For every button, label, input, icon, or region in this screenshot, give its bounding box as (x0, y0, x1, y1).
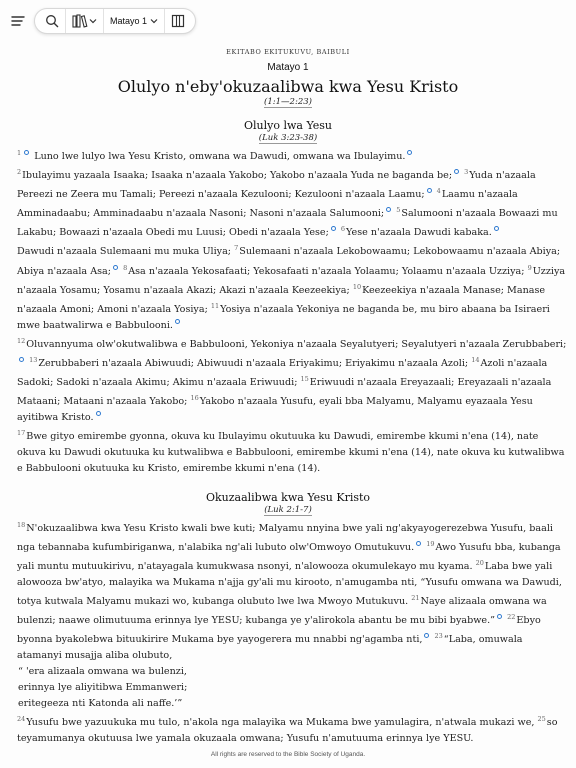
menu-icon (11, 14, 25, 28)
parallel-view-button[interactable] (165, 9, 191, 33)
verse-paragraph (8, 241, 568, 333)
section-reference-link[interactable]: (Luk 2:1-7) (264, 504, 312, 515)
verse-text[interactable]: “Laba, omuwala atamanyi musajja aliba olubuto, (17, 634, 523, 662)
verse-text[interactable]: Keezeekiya n'azaala Manase; Manase n'azaala Amoni; Amoni n'azaala Yosiya; (17, 284, 546, 315)
top-toolbar (8, 8, 196, 34)
poetry-line[interactable]: eritegeeza nti Katonda ali naffe.’” (18, 698, 183, 710)
verse-number: 3 (464, 168, 469, 177)
main-reference[interactable] (8, 97, 568, 107)
verse-number: 21 (411, 594, 420, 603)
verse-paragraph (8, 712, 568, 747)
verse-paragraph (8, 146, 568, 241)
verse-text[interactable]: Eriwuudi n'azaala Ereyazaali; Ereyazaali n'azaala Mataani; Mataani n'azaala Yakobo; (17, 377, 552, 408)
verse-text[interactable]: N'okuzaalibwa kwa Yesu Kristo kwali bwe kuti; Malyamu nnyina bwe yali ng'akyayogerezebwa Yusufu, baali nga tebannaba kufumbiriganwa, n'alabika ng'ali lubuto olw'Omwoyo Omutukuvu. (17, 523, 553, 554)
verse-number: 4 (436, 187, 441, 196)
verse-text[interactable]: Awo Yusufu bba, kubanga yali muntu mutuukirivu, n'atayagala kumukwasa nsonyi, n'alowooza okumulekayo mu kyama. (17, 542, 561, 573)
verse-number: 15 (300, 374, 309, 383)
note-marker-icon[interactable] (386, 207, 391, 212)
verse-text[interactable]: Luno lwe lulyo lwa Yesu Kristo, omwana wa Dawudi, omwana wa Ibulayimu. (34, 151, 406, 163)
note-marker-icon[interactable] (497, 614, 502, 619)
verse-number: 6 (340, 225, 346, 234)
library-icon (72, 14, 88, 28)
verse-number: 24 (17, 715, 26, 724)
chevron-down-icon (89, 17, 97, 25)
verse-text[interactable]: Zerubbaberi n'azaala Abiwuudi; Abiwuudi n'azaala Eriyakimu; Eriyakimu n'azaala Azoli; (38, 358, 469, 370)
menu-button[interactable] (8, 11, 28, 31)
verse-text[interactable]: Laba bwe yali alowooza bw'atyo, malayika wa Mukama n'ajja gy'ali mu kirooto, n'amugamba nti, “Yusufu omwana wa Dawudi, totya kutwala Malyamu mukazi wo, kubanga olubuto lwe lwa Mwoyo Mutukuvu. (17, 561, 562, 608)
verse-number: 23 (434, 632, 443, 641)
library-button[interactable] (66, 9, 104, 33)
section-heading: Okuzaalibwa kwa Yesu Kristo (205, 490, 371, 504)
verse-number: 10 (352, 282, 362, 291)
verse-number: 19 (426, 540, 435, 549)
verse-text[interactable]: Sulemaani n'azaala Lekobowaamu; Lekobowaamu n'azaala Abiya; Abiya n'azaala Asa; (17, 246, 561, 277)
verse-paragraph (8, 334, 568, 426)
verse-number: 13 (29, 355, 38, 364)
verse-number: 20 (475, 559, 484, 568)
verse-text[interactable]: Asa n'azaala Yekosafaati; Yekosafaati n'azaala Yolaamu; Yolaamu n'azaala Uzziya; (128, 265, 525, 277)
verse-text[interactable]: Salumooni n'azaala Bowaazi mu Lakabu; Bowaazi n'azaala Obedi mu Luusi; Obedi n'azaala Yese; (17, 208, 558, 239)
verse-number: 1 (17, 149, 22, 157)
verse-number: 9 (527, 263, 532, 272)
verse-number: 22 (507, 613, 516, 622)
verse-paragraph (8, 518, 568, 664)
note-marker-icon[interactable] (19, 357, 24, 362)
verse-number: 25 (537, 715, 546, 724)
verse-text[interactable]: Dawudi n'azaala Sulemaani mu muka Uliya; (17, 246, 232, 258)
reader-content (8, 48, 568, 758)
verse-text[interactable]: Laamu n'azaala Amminadaabu; Amminadaabu n'azaala Nasoni; Nasoni n'azaala Salumooni; (17, 189, 518, 220)
verse-number: 16 (190, 394, 199, 403)
verse-number: 14 (471, 355, 480, 364)
section-reference[interactable] (8, 505, 568, 515)
verse-text[interactable]: so teyamumanya okutuusa lwe yamala okuzaala omwana; Yusufu n'amutuuma erinnya lye YESU. (17, 717, 558, 745)
book-header: EKITABO EKITUKUVU, BAIBULI (226, 48, 350, 56)
verse-number: 17 (17, 429, 26, 438)
main-title: Olulyo n'eby'okuzaalibwa kwa Yesu Kristo (117, 77, 459, 96)
verse-text[interactable]: Yusufu bwe yazuukuka mu tulo, n'akola nga malayika wa Mukama bwe yamulagira, n'atwala mukazi we, (26, 717, 535, 729)
verse-text[interactable]: Naye alizaala omwana wa bulenzi; naawe olimutuuma erinnya lye YESU; kubanga ye y'alirokola abantu be mu bibi byabwe.” (17, 596, 547, 627)
poetry-line[interactable]: “ 'era alizaala omwana wa bulenzi, (18, 666, 187, 678)
verse-number: 8 (123, 263, 128, 272)
section-heading: Olulyo lwa Yesu (243, 119, 332, 132)
note-marker-icon[interactable] (427, 188, 432, 193)
search-icon (45, 14, 59, 28)
verse-text[interactable]: Yakobo n'azaala Yusufu, eyali bba Malyamu, Malyamu eyazaala Yesu ayitibwa Kristo. (17, 396, 533, 424)
verse-text[interactable]: Yosiya n'azaala Yekoniya ne baganda be, mu biro abaana ba Isiraeri mwe baatwalirwa e Babbulooni. (17, 303, 550, 331)
section-reference[interactable] (8, 133, 568, 143)
chapter-label: Matayo 1 (267, 62, 309, 73)
note-marker-icon[interactable] (331, 226, 336, 231)
verse-text[interactable]: Uzziya n'azaala Yosamu; Yosamu n'azaala Akazi; Akazi n'azaala Keezeekiya; (17, 265, 566, 296)
chapter-selector-label: Matayo 1 (110, 16, 148, 26)
verse-number: 12 (17, 336, 26, 345)
parallel-view-icon (171, 14, 185, 28)
verse-text[interactable]: Yuda n'azaala Pereezi ne Zeera mu Tamali; Pereezi n'azaala Kezulooni; Kezulooni n'azaala Laamu; (17, 170, 536, 201)
verse-number: 11 (210, 301, 220, 310)
note-marker-icon[interactable] (454, 169, 459, 174)
verse-number: 7 (234, 244, 239, 253)
verse-text[interactable]: Yese n'azaala Dawudi kabaka. (346, 227, 492, 239)
section-reference-link[interactable]: (Luk 3:23-38) (258, 133, 318, 143)
note-marker-icon[interactable] (175, 319, 180, 324)
note-marker-icon[interactable] (24, 150, 29, 155)
verse-text[interactable]: Ibulayimu yazaala Isaaka; Isaaka n'azaala Yakobo; Yakobo n'azaala Yuda ne baganda be; (22, 170, 453, 182)
verse-text[interactable]: Ebyo byonna byakolebwa bituukirire Mukama bye yayogerera mu nnabbi ng'agamba nti, (17, 615, 541, 646)
main-reference-link[interactable]: (1:1—2:23) (264, 97, 312, 107)
note-marker-icon[interactable] (113, 265, 118, 270)
copyright-footer: All rights are reserved to the Bible Society of Uganda. (210, 751, 366, 759)
note-marker-icon[interactable] (407, 150, 412, 155)
note-marker-icon[interactable] (416, 541, 421, 546)
verse-number: 2 (17, 168, 22, 177)
note-marker-icon[interactable] (96, 411, 101, 416)
toolbar-pill (34, 8, 196, 34)
verse-number: 5 (396, 206, 401, 215)
verse-text[interactable]: Azoli n'azaala Sadoki; Sadoki n'azaala Akimu; Akimu n'azaala Eriwuudi; (17, 358, 548, 389)
verse-text[interactable]: Bwe gityo emirembe gyonna, okuva ku Ibulayimu okutuuka ku Dawudi, emirembe kkumi n'ena (14), nate okuva ku Dawudi okutuuka ku kutwalibwa e Babbulooni, emirembe kkumi n'ena (14), nate okuva ku kutwalibwa e Babbulooni okutuuka ku Kristo, emirembe kkumi n'ena (14). (17, 431, 565, 475)
verse-number: 18 (17, 520, 26, 529)
chapter-selector[interactable] (104, 9, 165, 33)
note-marker-icon[interactable] (424, 633, 429, 638)
chevron-down-icon (150, 17, 158, 25)
search-button[interactable] (39, 9, 66, 33)
poetry-line[interactable]: erinnya lye aliyitibwa Emmanweri; (18, 682, 188, 694)
verse-paragraph (8, 426, 568, 477)
verse-text[interactable]: Oluvannyuma olw'okutwalibwa e Babbulooni, Yekoniya n'azaala Seyalutyeri; Seyalutyeri n'azaala Zerubbaberi; (26, 338, 567, 350)
note-marker-icon[interactable] (494, 226, 499, 231)
